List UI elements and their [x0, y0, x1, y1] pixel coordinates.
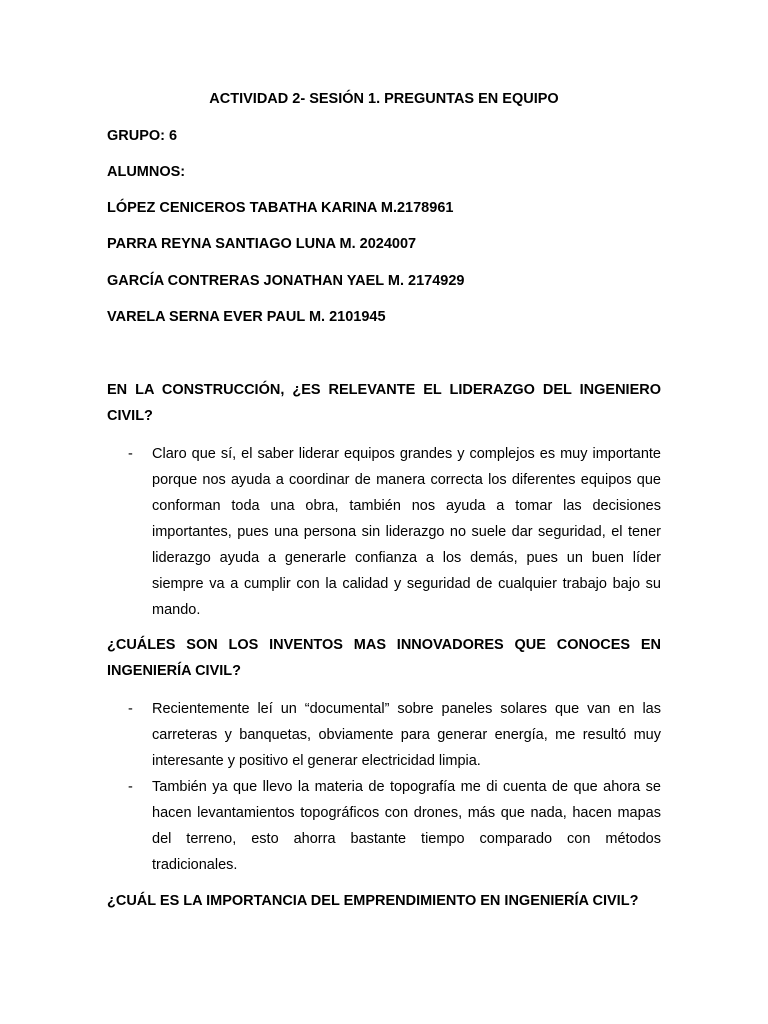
answer-list	[107, 441, 661, 623]
bullet-marker: -	[128, 779, 133, 795]
student-name: VARELA SERNA EVER PAUL M. 2101945	[107, 309, 386, 325]
student-name: LÓPEZ CENICEROS TABATHA KARINA M.2178961	[107, 200, 454, 216]
answer-list	[107, 696, 661, 878]
bullet-marker: -	[128, 701, 133, 717]
document-page	[107, 0, 661, 1024]
question-heading: EN LA CONSTRUCCIÓN, ¿ES RELEVANTE EL LIDERAZGO DEL INGENIERO CIVIL?	[107, 382, 661, 424]
group-label: GRUPO: 6	[107, 128, 178, 144]
student-name: GARCÍA CONTRERAS JONATHAN YAEL M. 2174929	[107, 273, 465, 289]
answer-item	[107, 774, 661, 878]
answer-text: También ya que llevo la materia de topografía me di cuenta de que ahora se hacen levantamientos topográficos con drones, más que nada, hacen mapas del terreno, esto ahorra bastante tiempo comparado con métodos tradicionales.	[152, 779, 661, 873]
answer-text: Claro que sí, el saber liderar equipos grandes y complejos es muy importante porque nos ayuda a coordinar de manera correcta los diferentes equipos que conforman toda una obra, también nos ayuda a tomar las decisiones importantes, pues una persona sin liderazgo no suele dar seguridad, el tener liderazgo ayuda a generarle confianza a los demás, pues un buen líder siempre va a cumplir con la calidad y seguridad de cualquier trabajo bajo su mando.	[152, 446, 661, 618]
document-title: ACTIVIDAD 2- SESIÓN 1. PREGUNTAS EN EQUIPO	[209, 91, 559, 107]
answer-item	[107, 441, 661, 623]
bullet-marker: -	[128, 446, 133, 462]
student-name: PARRA REYNA SANTIAGO LUNA M. 2024007	[107, 236, 417, 252]
question-heading: ¿CUÁL ES LA IMPORTANCIA DEL EMPRENDIMIENTO EN INGENIERÍA CIVIL?	[107, 893, 639, 909]
students-label: ALUMNOS:	[107, 164, 186, 180]
answer-item	[107, 696, 661, 774]
answer-text: Recientemente leí un “documental” sobre paneles solares que van en las carreteras y banquetas, obviamente para generar energía, me resultó muy interesante y positivo el generar electricidad limpia.	[152, 701, 661, 769]
question-heading: ¿CUÁLES SON LOS INVENTOS MAS INNOVADORES QUE CONOCES EN INGENIERÍA CIVIL?	[107, 637, 661, 679]
